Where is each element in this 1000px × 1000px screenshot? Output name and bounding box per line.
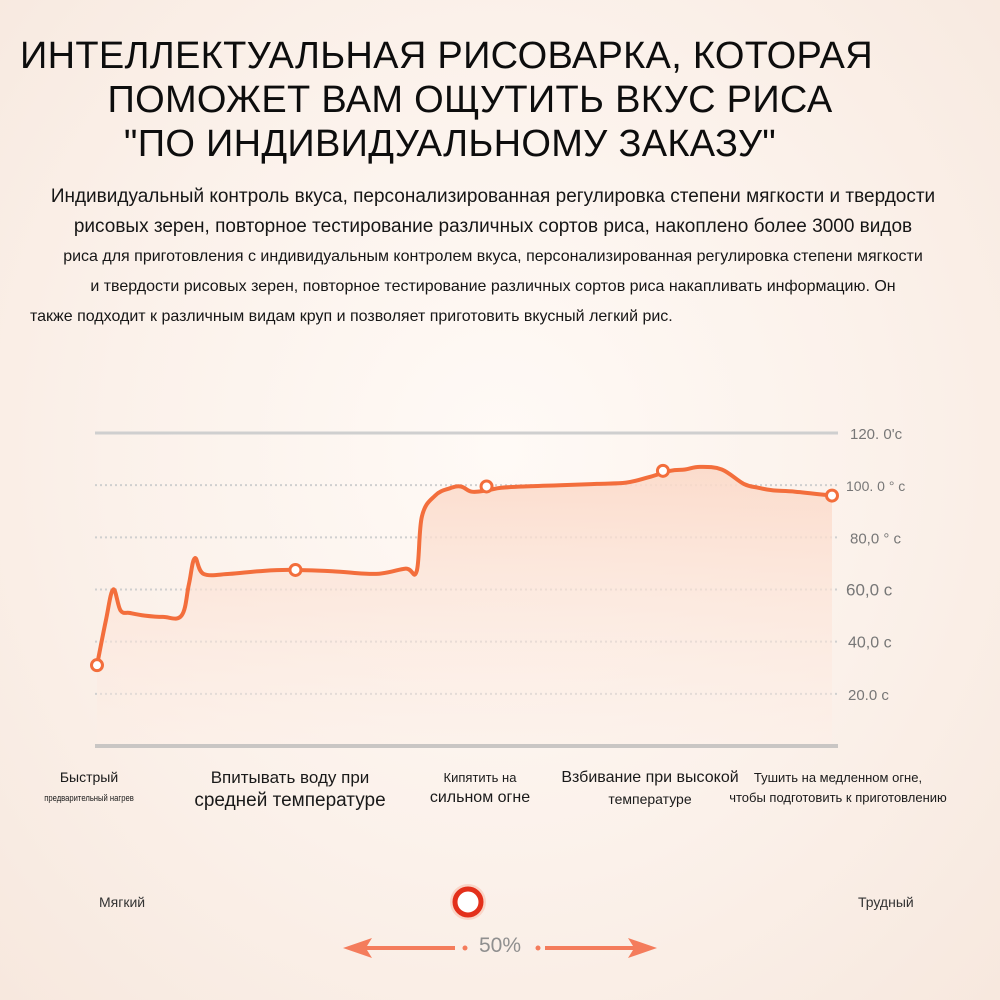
slider-thumb[interactable] <box>455 889 481 915</box>
data-point-marker <box>92 660 103 671</box>
temperature-area <box>97 467 832 744</box>
arrow-dot <box>463 946 468 951</box>
y-tick-label: 40,0 c <box>848 634 892 652</box>
stage-line: сильном огне <box>429 789 531 806</box>
slider-label-hard: Трудный <box>858 894 914 910</box>
data-point-marker <box>827 490 838 501</box>
description-line: также подходит к различным видам круп и позволяет приготовить вкусный легкий рис. <box>30 308 673 325</box>
title-line: ПОМОЖЕТ ВАМ ОЩУТИТЬ ВКУС РИСА <box>107 79 833 121</box>
stage-line: Кипятить на <box>443 770 517 785</box>
slider-label-soft: Мягкий <box>99 894 146 910</box>
arrow-dot <box>536 946 541 951</box>
title-line: ИНТЕЛЛЕКТУАЛЬНАЯ РИСОВАРКА, КОТОРАЯ <box>20 35 873 77</box>
stage-label-soak <box>170 767 410 813</box>
slider-value: 50% <box>478 934 522 957</box>
stage-line: температуре <box>608 791 692 807</box>
stage-line: Впитывать воду при <box>210 768 370 787</box>
stage-label-preheat <box>34 768 144 810</box>
stage-label-simmer <box>718 768 958 808</box>
title-line: "ПО ИНДИВИДУАЛЬНОМУ ЗАКАЗУ" <box>123 123 777 165</box>
y-tick-label: 20.0 c <box>848 686 889 704</box>
stage-line: предварительный нагрев <box>44 793 134 803</box>
y-tick-label: 120. 0'c <box>850 426 903 443</box>
description-line: рисовых зерен, повторное тестирование различных сортов риса, накоплено более 3000 видов <box>73 216 913 237</box>
stage-line: Быстрый <box>59 769 119 785</box>
left-arrow-icon <box>343 938 455 958</box>
right-arrow-icon <box>545 938 657 958</box>
stage-line: Взбивание при высокой <box>561 769 739 786</box>
stage-label-boil <box>420 768 540 808</box>
data-point-marker <box>481 481 492 492</box>
stage-line: Тушить на медленном огне, <box>753 770 923 785</box>
description-line: и твердости рисовых зерен, повторное тестирование различных сортов риса накапливать информацию. Он <box>90 278 896 295</box>
stage-line: средней температуре <box>194 790 386 811</box>
stage-line: чтобы подготовить к приготовлению <box>729 790 947 805</box>
data-point-marker <box>657 465 668 476</box>
description-line: риса для приготовления с индивидуальным контролем вкуса, персонализированная регулировка степени мягкости <box>63 248 923 265</box>
description-line: Индивидуальный контроль вкуса, персонализированная регулировка степени мягкости и твердости <box>50 186 936 207</box>
y-tick-label: 80,0 ° c <box>850 530 902 548</box>
data-point-marker <box>290 564 301 575</box>
y-tick-label: 100. 0 ° c <box>846 478 906 495</box>
y-tick-label: 60,0 c <box>846 580 893 600</box>
